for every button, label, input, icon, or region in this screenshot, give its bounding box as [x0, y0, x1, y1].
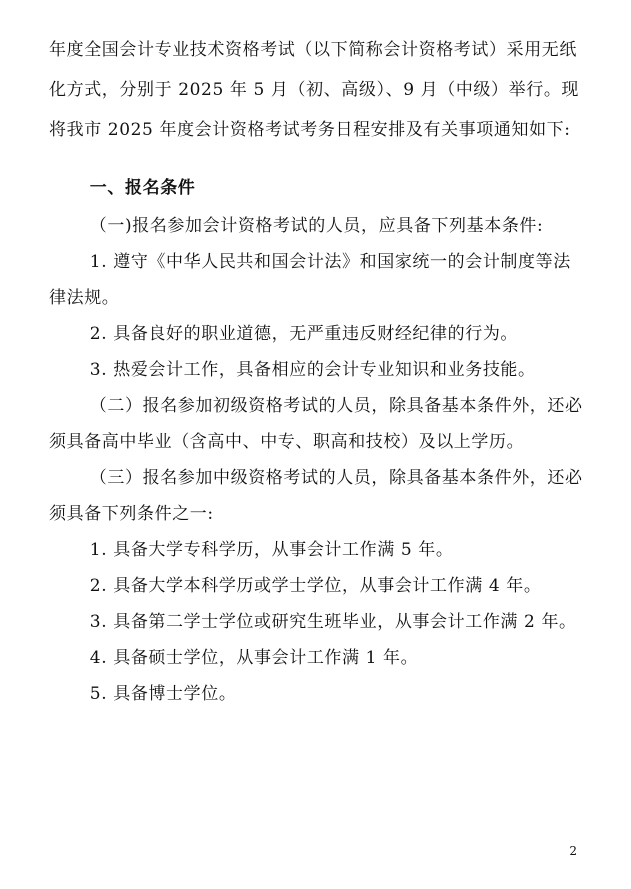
- intermediate-condition-1: 1. 具备大学专科学历，从事会计工作满 5 年。: [89, 540, 454, 560]
- intermediate-condition-4: 4. 具备硕士学位，从事会计工作满 1 年。: [89, 648, 419, 668]
- paragraph-intermediate-exam: （三）报名参加中级资格考试的人员，除具备基本条件外，还必须具备下列条件之一:: [49, 468, 583, 524]
- intermediate-condition-3: 3. 具备第二学士学位或研究生班毕业，从事会计工作满 2 年。: [89, 612, 577, 632]
- intermediate-condition-2: 2. 具备大学本科学历或学士学位，从事会计工作满 4 年。: [89, 576, 542, 596]
- document-body: [49, 30, 585, 712]
- intro-paragraph: 年度全国会计专业技术资格考试（以下简称会计资格考试）采用无纸化方式，分别于 2025 年 5 月（初、高级）、9 月（中级）举行。现将我市 2025 年度会计资格考试考务日程安排及有关事项通知如下:: [49, 40, 580, 140]
- paragraph-junior-exam: （二）报名参加初级资格考试的人员，除具备基本条件外，还必须具备高中毕业（含高中、中专、职高和技校）及以上学历。: [49, 396, 583, 452]
- condition-item-3: 3. 热爱会计工作，具备相应的会计专业知识和业务技能。: [89, 360, 536, 380]
- section-heading: 一、报名条件: [89, 178, 196, 198]
- intermediate-condition-5: 5. 具备博士学位。: [89, 684, 237, 704]
- paragraph-basic-conditions: （一)报名参加会计资格考试的人员，应具备下列基本条件:: [89, 216, 544, 236]
- condition-item-1: 1. 遵守《中华人民共和国会计法》和国家统一的会计制度等法律法规。: [49, 252, 571, 308]
- page-number: 2: [569, 844, 577, 858]
- condition-item-2: 2. 具备良好的职业道德，无严重违反财经纪律的行为。: [89, 324, 519, 344]
